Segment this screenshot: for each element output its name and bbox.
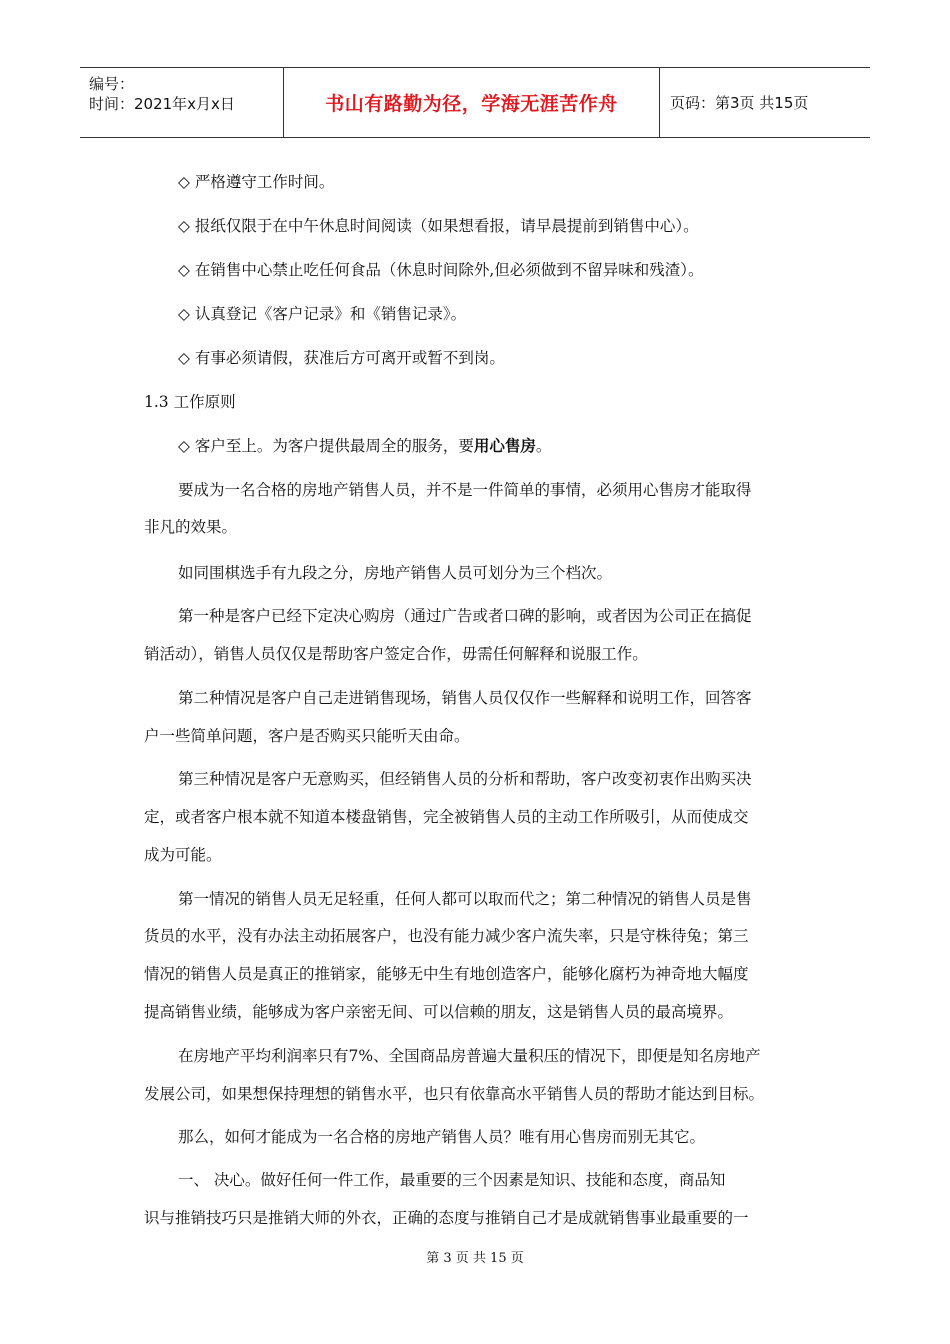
page-footer: 第 3 页 共 15 页 <box>426 1251 524 1266</box>
paragraph-line: 定，或者客户根本就不知道本楼盘销售，完全被销售人员的主动工作所吸引，从而使成交 <box>144 808 749 826</box>
paragraph-line: 货员的水平，没有办法主动拓展客户，也没有能力减少客户流失率，只是守株待兔；第三 <box>144 927 749 945</box>
paragraph-line: 那么，如何才能成为一名合格的房地产销售人员？唯有用心售房而别无其它。 <box>178 1128 706 1146</box>
paragraph-line: 第一情况的销售人员无足轻重，任何人都可以取而代之；第二种情况的销售人员是售 <box>178 890 752 908</box>
paragraph-line: 一、 决心。做好任何一件工作，最重要的三个因素是知识、技能和态度，商品知 <box>178 1171 726 1189</box>
paragraph-line: 第二种情况是客户自己走进销售现场，销售人员仅仅作一些解释和说明工作，回答客 <box>178 689 752 707</box>
paragraph-line: 如同围棋选手有九段之分，房地产销售人员可划分为三个档次。 <box>178 564 613 582</box>
principle-prefix: ◇ 客户至上。为客户提供最周全的服务，要 <box>178 437 474 455</box>
rule-item: ◇ 在销售中心禁止吃任何食品（休息时间除外,但必须做到不留异味和残渣）。 <box>178 261 704 279</box>
principle-emphasis: 用心售房 <box>473 436 536 455</box>
rule-item: ◇ 报纸仅限于在中午休息时间阅读（如果想看报，请早晨提前到销售中心）。 <box>178 217 699 235</box>
paragraph-line: 户一些简单问题，客户是否购买只能听天由命。 <box>144 727 470 745</box>
rule-item: ◇ 认真登记《客户记录》和《销售记录》。 <box>178 305 467 323</box>
paragraph-line: 在房地产平均利润率只有7%、全国商品房普遍大量积压的情况下，即便是知名房地产 <box>178 1047 761 1065</box>
paragraph-line: 提高销售业绩，能够成为客户亲密无间、可以信赖的朋友，这是销售人员的最高境界。 <box>144 1003 734 1021</box>
paragraph-line: 发展公司，如果想保持理想的销售水平，也只有依靠高水平销售人员的帮助才能达到目标。 <box>144 1085 765 1103</box>
document-number-label: 编号： <box>89 75 135 93</box>
header-meta-cell <box>80 68 284 137</box>
rule-item: ◇ 有事必须请假，获准后方可离开或暂不到岗。 <box>178 349 505 367</box>
rule-item: ◇ 严格遵守工作时间。 <box>178 173 335 191</box>
header-page-cell <box>660 68 870 137</box>
section-heading: 1.3 工作原则 <box>144 393 236 411</box>
paragraph-line: 第三种情况是客户无意购买，但经销售人员的分析和帮助，客户改变初衷作出购买决 <box>178 770 752 788</box>
document-header <box>80 67 870 138</box>
paragraph-line: 销活动），销售人员仅仅是帮助客户签定合作，毋需任何解释和说服工作。 <box>144 645 648 663</box>
paragraph-line: 第一种是客户已经下定决心购房（通过广告或者口碑的影响，或者因为公司正在搞促 <box>178 607 752 625</box>
header-motto: 书山有路勤为径，学海无涯苦作舟 <box>325 93 618 115</box>
principle-suffix: 。 <box>535 437 552 455</box>
paragraph-line: 识与推销技巧只是推销大师的外衣，正确的态度与推销自己才是成就销售事业最重要的一 <box>144 1209 749 1227</box>
paragraph-line: 成为可能。 <box>144 846 222 864</box>
header-motto-cell <box>284 68 660 137</box>
paragraph-line: 情况的销售人员是真正的推销家，能够无中生有地创造客户，能够化腐朽为神奇地大幅度 <box>144 965 749 983</box>
document-date-label: 时间：2021年x月x日 <box>89 95 235 113</box>
paragraph-line: 非凡的效果。 <box>144 518 238 536</box>
header-page-info: 页码：第3页 共15页 <box>670 94 809 112</box>
paragraph-line: 要成为一名合格的房地产销售人员，并不是一件简单的事情，必须用心售房才能取得 <box>178 481 752 499</box>
principle-line <box>178 436 950 456</box>
